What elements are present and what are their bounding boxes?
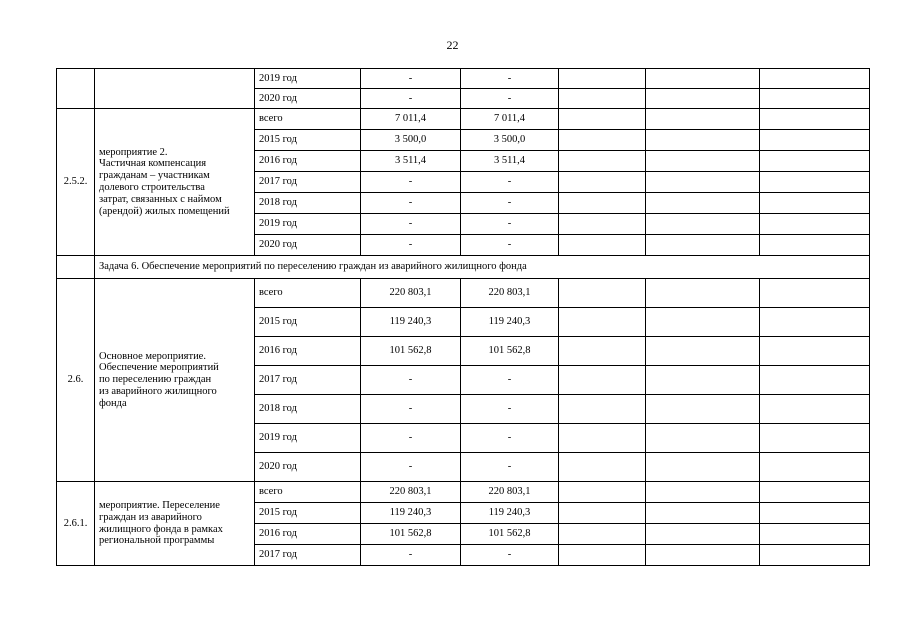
- item-name-line: (арендой) жилых помещений: [99, 205, 230, 217]
- item-name-line: фонда: [99, 397, 127, 409]
- value-cell-budget: 119 240,3: [461, 308, 559, 337]
- item-code: 2.5.2.: [57, 109, 95, 256]
- empty-cell: [760, 503, 870, 524]
- period-cell: 2017 год: [255, 545, 361, 566]
- empty-cell: [646, 453, 760, 482]
- task-title: Задача 6. Обеспечение мероприятий по переселению граждан из аварийного жилищного фонда: [95, 256, 870, 279]
- value-cell-total: 119 240,3: [361, 308, 461, 337]
- period-cell: 2019 год: [255, 214, 361, 235]
- empty-cell: [760, 172, 870, 193]
- value-cell-budget: 101 562,8: [461, 524, 559, 545]
- value-cell-total: -: [361, 69, 461, 89]
- value-cell-total: 101 562,8: [361, 337, 461, 366]
- period-cell: 2019 год: [255, 69, 361, 89]
- empty-cell: [559, 279, 646, 308]
- table-row: [57, 279, 870, 308]
- value-cell-total: -: [361, 235, 461, 256]
- item-name-line: по переселению граждан: [99, 374, 212, 386]
- empty-cell: [559, 172, 646, 193]
- empty-cell: [760, 395, 870, 424]
- item-name-line: Обеспечение мероприятий: [99, 362, 219, 374]
- value-cell-budget: -: [461, 424, 559, 453]
- item-code: 2.6.1.: [57, 482, 95, 566]
- period-cell: 2019 год: [255, 424, 361, 453]
- empty-cell: [646, 130, 760, 151]
- empty-cell: [559, 193, 646, 214]
- empty-cell: [559, 395, 646, 424]
- empty-cell: [559, 524, 646, 545]
- value-cell-total: -: [361, 395, 461, 424]
- empty-cell: [760, 279, 870, 308]
- empty-cell: [559, 453, 646, 482]
- empty-cell: [646, 308, 760, 337]
- empty-cell: [559, 366, 646, 395]
- empty-cell: [760, 109, 870, 130]
- empty-cell: [646, 235, 760, 256]
- item-name-line: мероприятие. Переселение: [99, 499, 220, 511]
- empty-cell: [646, 503, 760, 524]
- period-cell: 2015 год: [255, 308, 361, 337]
- value-cell-budget: 220 803,1: [461, 482, 559, 503]
- empty-cell: [646, 214, 760, 235]
- empty-cell: [646, 545, 760, 566]
- empty-cell: [760, 424, 870, 453]
- empty-cell: [760, 89, 870, 109]
- period-cell: 2015 год: [255, 503, 361, 524]
- period-cell: 2020 год: [255, 453, 361, 482]
- empty-cell: [760, 151, 870, 172]
- period-cell: 2018 год: [255, 193, 361, 214]
- empty-cell: [646, 193, 760, 214]
- item-name-line: затрат, связанных с наймом: [99, 193, 222, 205]
- value-cell-total: 119 240,3: [361, 503, 461, 524]
- period-cell: всего: [255, 482, 361, 503]
- item-name: [95, 482, 255, 566]
- empty-cell: [760, 308, 870, 337]
- empty-cell: [559, 424, 646, 453]
- empty-cell: [760, 366, 870, 395]
- item-name-line: Основное мероприятие.: [99, 350, 206, 362]
- empty-cell: [760, 69, 870, 89]
- value-cell-budget: -: [461, 214, 559, 235]
- empty-cell: [559, 130, 646, 151]
- empty-cell: [760, 130, 870, 151]
- empty-cell: [760, 545, 870, 566]
- item-name-line: долевого строительства: [99, 182, 205, 193]
- empty-cell: [559, 109, 646, 130]
- value-cell-budget: 3 500,0: [461, 130, 559, 151]
- empty-cell: [646, 151, 760, 172]
- period-cell: 2016 год: [255, 524, 361, 545]
- value-cell-total: 220 803,1: [361, 279, 461, 308]
- item-name-line: граждан из аварийного: [99, 511, 202, 523]
- period-cell: 2015 год: [255, 130, 361, 151]
- task-code-cell: [57, 256, 95, 279]
- item-code: [57, 69, 95, 109]
- value-cell-budget: -: [461, 545, 559, 566]
- empty-cell: [646, 524, 760, 545]
- period-cell: 2020 год: [255, 235, 361, 256]
- value-cell-budget: -: [461, 235, 559, 256]
- item-code: 2.6.: [57, 279, 95, 482]
- item-name: [95, 69, 255, 109]
- table-row: [57, 482, 870, 503]
- empty-cell: [646, 279, 760, 308]
- empty-cell: [760, 482, 870, 503]
- empty-cell: [760, 193, 870, 214]
- item-name-line: региональной программы: [99, 535, 215, 547]
- value-cell-budget: -: [461, 193, 559, 214]
- value-cell-budget: 119 240,3: [461, 503, 559, 524]
- empty-cell: [646, 395, 760, 424]
- period-cell: всего: [255, 279, 361, 308]
- period-cell: 2018 год: [255, 395, 361, 424]
- value-cell-budget: -: [461, 69, 559, 89]
- period-cell: 2017 год: [255, 366, 361, 395]
- empty-cell: [646, 337, 760, 366]
- item-name-line: жилищного фонда в рамках: [99, 523, 223, 535]
- empty-cell: [559, 69, 646, 89]
- value-cell-budget: 101 562,8: [461, 337, 559, 366]
- period-cell: всего: [255, 109, 361, 130]
- period-cell: 2020 год: [255, 89, 361, 109]
- value-cell-total: 7 011,4: [361, 109, 461, 130]
- empty-cell: [559, 503, 646, 524]
- value-cell-total: -: [361, 214, 461, 235]
- item-name-line: мероприятие 2.: [99, 146, 168, 158]
- program-table: [56, 68, 870, 566]
- empty-cell: [559, 89, 646, 109]
- value-cell-total: -: [361, 424, 461, 453]
- item-name-line: Частичная компенсация: [99, 158, 207, 170]
- period-cell: 2016 год: [255, 151, 361, 172]
- value-cell-budget: -: [461, 172, 559, 193]
- empty-cell: [646, 366, 760, 395]
- item-name-line: из аварийного жилищного: [99, 385, 217, 397]
- table-row: [57, 69, 870, 89]
- empty-cell: [559, 308, 646, 337]
- page-number: 22: [446, 38, 459, 52]
- period-cell: 2017 год: [255, 172, 361, 193]
- empty-cell: [559, 337, 646, 366]
- value-cell-budget: -: [461, 395, 559, 424]
- value-cell-total: -: [361, 453, 461, 482]
- value-cell-total: 3 500,0: [361, 130, 461, 151]
- value-cell-total: 3 511,4: [361, 151, 461, 172]
- value-cell-budget: -: [461, 366, 559, 395]
- value-cell-budget: -: [461, 89, 559, 109]
- period-cell: 2016 год: [255, 337, 361, 366]
- value-cell-total: -: [361, 366, 461, 395]
- value-cell-budget: 220 803,1: [461, 279, 559, 308]
- value-cell-total: -: [361, 89, 461, 109]
- item-name: [95, 109, 255, 256]
- item-name: [95, 279, 255, 482]
- empty-cell: [559, 214, 646, 235]
- empty-cell: [646, 172, 760, 193]
- empty-cell: [646, 424, 760, 453]
- item-name-line: гражданам – участникам: [99, 170, 210, 182]
- empty-cell: [760, 214, 870, 235]
- empty-cell: [646, 89, 760, 109]
- empty-cell: [559, 545, 646, 566]
- value-cell-budget: -: [461, 453, 559, 482]
- value-cell-budget: 7 011,4: [461, 109, 559, 130]
- value-cell-total: 101 562,8: [361, 524, 461, 545]
- task-row: [57, 256, 870, 279]
- empty-cell: [760, 453, 870, 482]
- value-cell-total: -: [361, 172, 461, 193]
- empty-cell: [760, 337, 870, 366]
- value-cell-total: -: [361, 193, 461, 214]
- empty-cell: [646, 69, 760, 89]
- empty-cell: [646, 482, 760, 503]
- empty-cell: [760, 235, 870, 256]
- table-row: [57, 109, 870, 130]
- value-cell-budget: 3 511,4: [461, 151, 559, 172]
- empty-cell: [559, 151, 646, 172]
- empty-cell: [559, 235, 646, 256]
- value-cell-total: -: [361, 545, 461, 566]
- empty-cell: [559, 482, 646, 503]
- empty-cell: [760, 524, 870, 545]
- value-cell-total: 220 803,1: [361, 482, 461, 503]
- empty-cell: [646, 109, 760, 130]
